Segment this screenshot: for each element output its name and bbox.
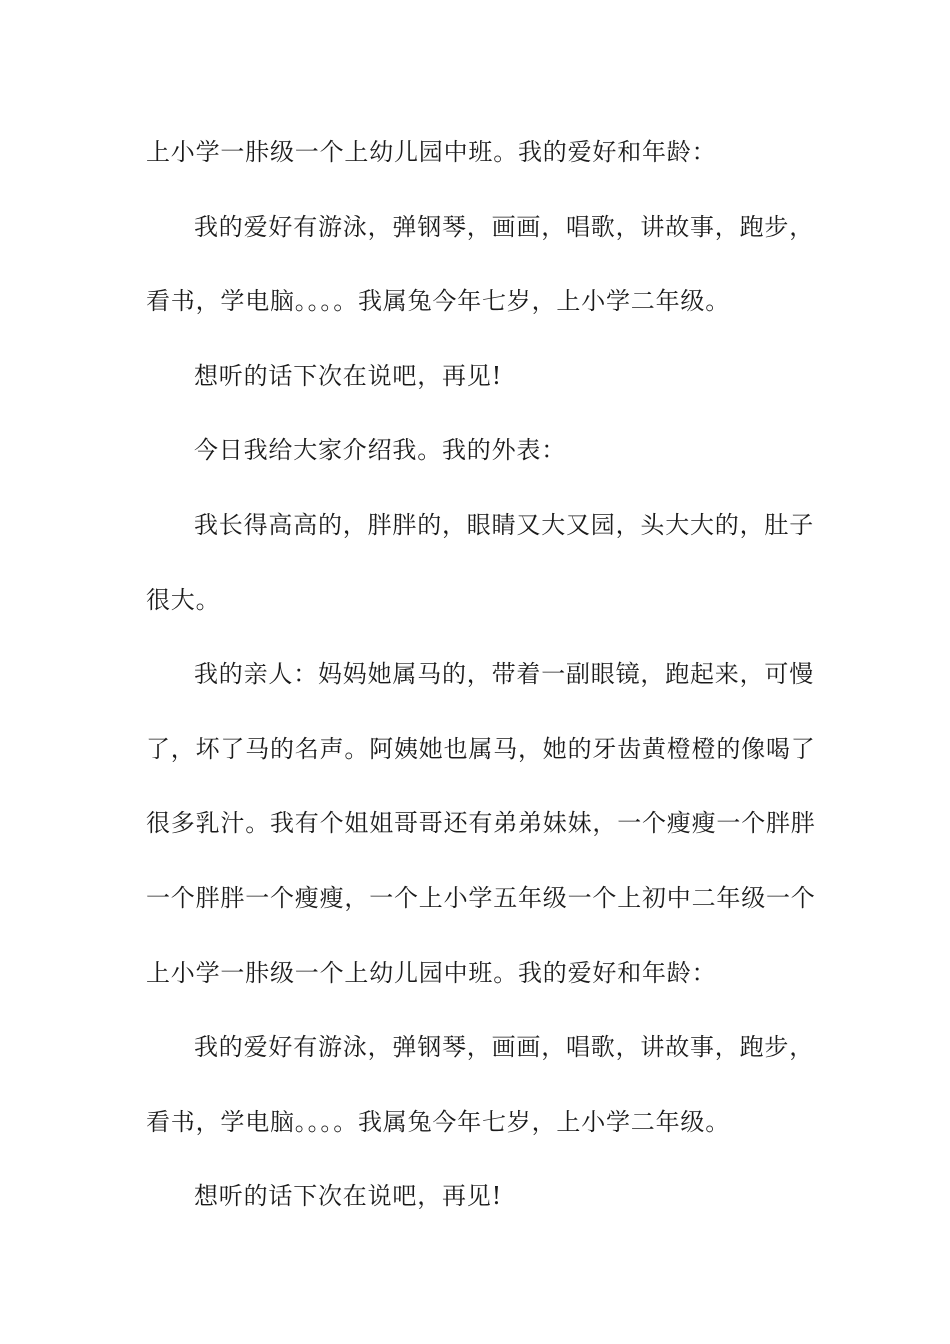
- text-line: 很大。: [146, 585, 221, 614]
- text-line: 上小学一胩级一个上幼儿园中班。我的爱好和年龄：: [146, 138, 717, 166]
- text-line: 我的爱好有游泳，弹钢琴，画画，唱歌，讲故事，跑步，: [194, 212, 814, 241]
- text-line: 看书，学电脑。。。。我属兔今年七岁，上小学二年级。: [146, 287, 730, 316]
- text-line: 想听的话下次在说吧，再见!: [194, 1182, 503, 1211]
- text-line: 今日我给大家介绍我。我的外表：: [194, 436, 566, 465]
- text-line: 看书，学电脑。。。。我属兔今年七岁，上小学二年级。: [146, 1107, 730, 1136]
- text-line: 我的亲人：妈妈她属马的，带着一副眼镜，跑起来，可慢: [194, 660, 814, 689]
- text-line: 一个胖胖一个瘦瘦，一个上小学五年级一个上初中二年级一个: [146, 883, 816, 912]
- text-line: 很多乳汁。我有个姐姐哥哥还有弟弟妹妹，一个瘦瘦一个胖胖: [146, 809, 816, 838]
- document-body: [146, 130, 816, 1249]
- text-line: 了，坏了马的名声。阿姨她也属马，她的牙齿黄橙橙的像喝了: [146, 734, 816, 763]
- text-line: 想听的话下次在说吧，再见!: [194, 361, 503, 390]
- text-line: 我的爱好有游泳，弹钢琴，画画，唱歌，讲故事，跑步，: [194, 1033, 814, 1062]
- text-line: 上小学一胩级一个上幼儿园中班。我的爱好和年龄：: [146, 958, 717, 987]
- text-line: 我长得高高的，胖胖的，眼睛又大又园，头大大的，肚子: [194, 510, 814, 539]
